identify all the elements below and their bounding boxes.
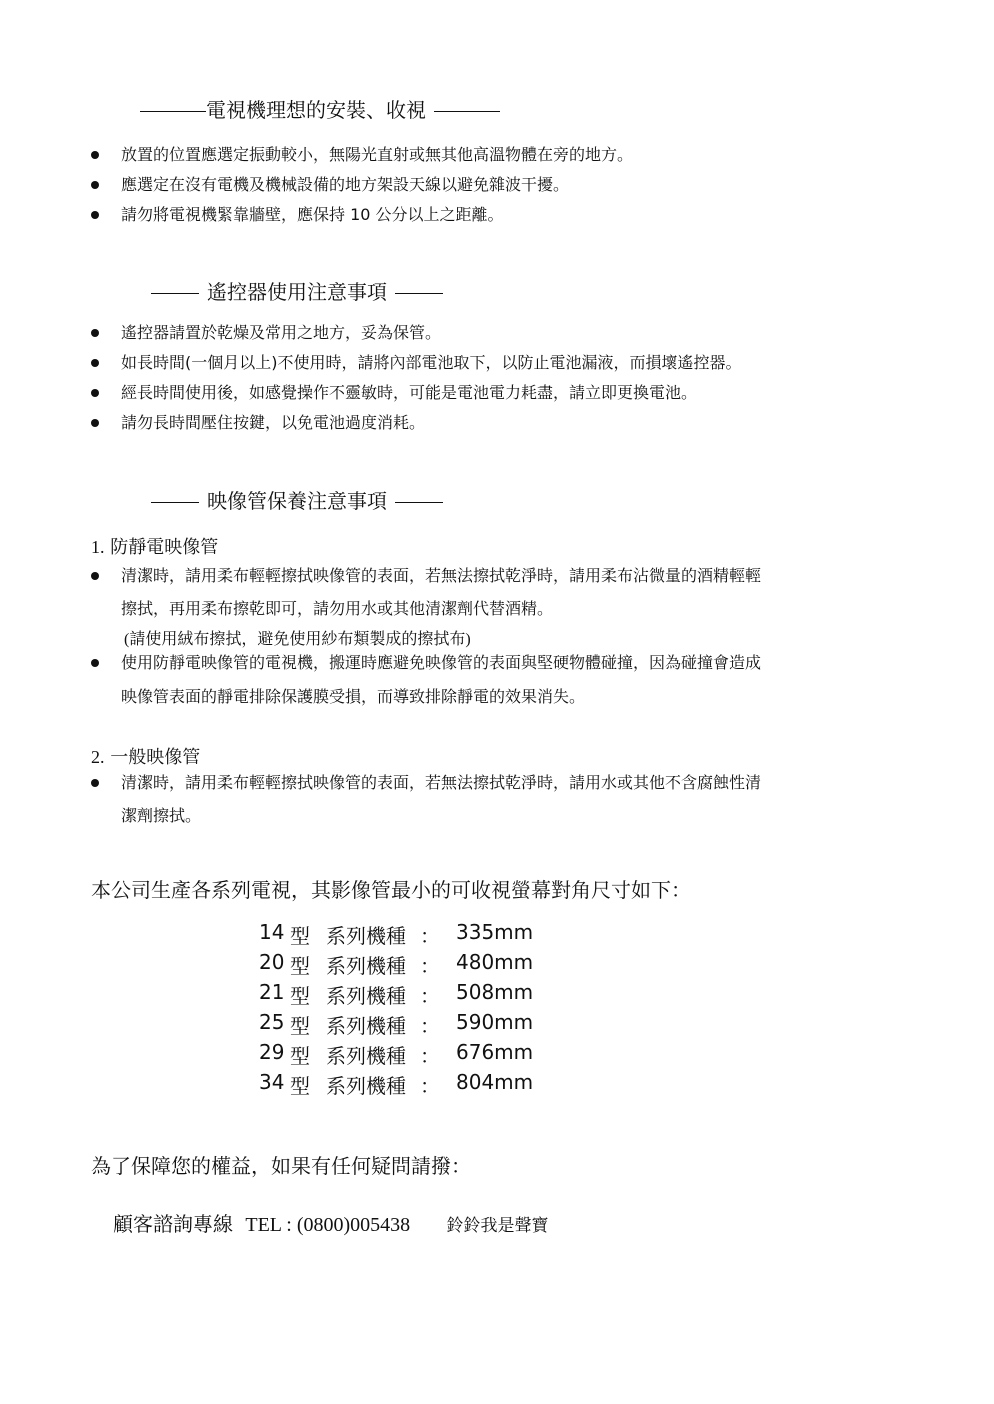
install-title: 電視機理想的安裝、收視 bbox=[206, 98, 426, 122]
crt-sec2-label: 2. 一般映像管 bbox=[91, 747, 201, 768]
bullet-icon bbox=[91, 359, 99, 367]
screen-size-value: 508mm bbox=[456, 980, 534, 1004]
bullet-icon bbox=[91, 389, 99, 397]
bullet-icon bbox=[91, 659, 99, 667]
screen-size-size: 20 bbox=[259, 950, 285, 974]
crt-sec1-label: 1. 防靜電映像管 bbox=[91, 537, 219, 558]
screen-size-colon: ： bbox=[420, 984, 440, 1008]
bullet-icon bbox=[91, 211, 99, 219]
hotline-number: TEL : (0800)005438 bbox=[245, 1214, 411, 1236]
screen-size-type: 型 bbox=[290, 954, 310, 978]
screen-size-series: 系列機種 bbox=[326, 1014, 406, 1038]
screen-size-series: 系列機種 bbox=[326, 1044, 406, 1068]
screen-size-series: 系列機種 bbox=[326, 984, 406, 1008]
heading-rule-left bbox=[151, 293, 199, 294]
screen-size-type: 型 bbox=[290, 1074, 310, 1098]
screen-size-value: 590mm bbox=[456, 1010, 534, 1034]
brand-slogan: 鈴鈴我是聲寶 bbox=[446, 1216, 549, 1236]
bullet-icon bbox=[91, 572, 99, 580]
heading-rule-right bbox=[434, 111, 500, 112]
heading-rule-left bbox=[140, 111, 206, 112]
screen-size-type: 型 bbox=[290, 1014, 310, 1038]
bullet-icon bbox=[91, 151, 99, 159]
screen-size-colon: ： bbox=[420, 924, 440, 948]
screen-size-intro: 本公司生產各系列電視，其影像管最小的可收視螢幕對角尺寸如下： bbox=[91, 878, 691, 902]
screen-size-type: 型 bbox=[290, 984, 310, 1008]
heading-rule-right bbox=[395, 293, 443, 294]
screen-size-size: 29 bbox=[259, 1040, 285, 1064]
screen-size-colon: ： bbox=[420, 1074, 440, 1098]
screen-size-colon: ： bbox=[420, 954, 440, 978]
crt-title: 映像管保養注意事項 bbox=[207, 489, 387, 513]
screen-size-value: 676mm bbox=[456, 1040, 534, 1064]
list-item-continuation: 擦拭，再用柔布擦乾即可，請勿用水或其他清潔劑代替酒精。 bbox=[121, 599, 554, 618]
screen-size-size: 25 bbox=[259, 1010, 285, 1034]
screen-size-size: 34 bbox=[259, 1070, 285, 1094]
screen-size-size: 14 bbox=[259, 920, 285, 944]
screen-size-colon: ： bbox=[420, 1044, 440, 1068]
bullet-icon bbox=[91, 419, 99, 427]
crt-note: (請使用絨布擦拭，避免使用紗布類製成的擦拭布) bbox=[124, 631, 471, 648]
bullet-icon bbox=[91, 779, 99, 787]
screen-size-series: 系列機種 bbox=[326, 954, 406, 978]
screen-size-series: 系列機種 bbox=[326, 924, 406, 948]
screen-size-type: 型 bbox=[290, 924, 310, 948]
install-heading bbox=[140, 94, 500, 123]
screen-size-value: 480mm bbox=[456, 950, 534, 974]
screen-size-series: 系列機種 bbox=[326, 1074, 406, 1098]
list-item-continuation: 潔劑擦拭。 bbox=[121, 806, 202, 825]
bullet-icon bbox=[91, 181, 99, 189]
remote-title: 遙控器使用注意事項 bbox=[207, 280, 387, 304]
crt-heading bbox=[151, 485, 443, 514]
remote-heading bbox=[151, 276, 443, 305]
screen-size-value: 335mm bbox=[456, 920, 534, 944]
hotline-label: 顧客諮詢專線 bbox=[113, 1212, 233, 1236]
contact-line bbox=[113, 1208, 549, 1237]
list-item-continuation: 映像管表面的靜電排除保護膜受損，而導致排除靜電的效果消失。 bbox=[121, 687, 586, 706]
screen-size-value: 804mm bbox=[456, 1070, 534, 1094]
screen-size-size: 21 bbox=[259, 980, 285, 1004]
heading-rule-right bbox=[395, 502, 443, 503]
heading-rule-left bbox=[151, 502, 199, 503]
screen-size-colon: ： bbox=[420, 1014, 440, 1038]
screen-size-type: 型 bbox=[290, 1044, 310, 1068]
contact-intro: 為了保障您的權益，如果有任何疑問請撥： bbox=[91, 1154, 471, 1178]
bullet-icon bbox=[91, 329, 99, 337]
